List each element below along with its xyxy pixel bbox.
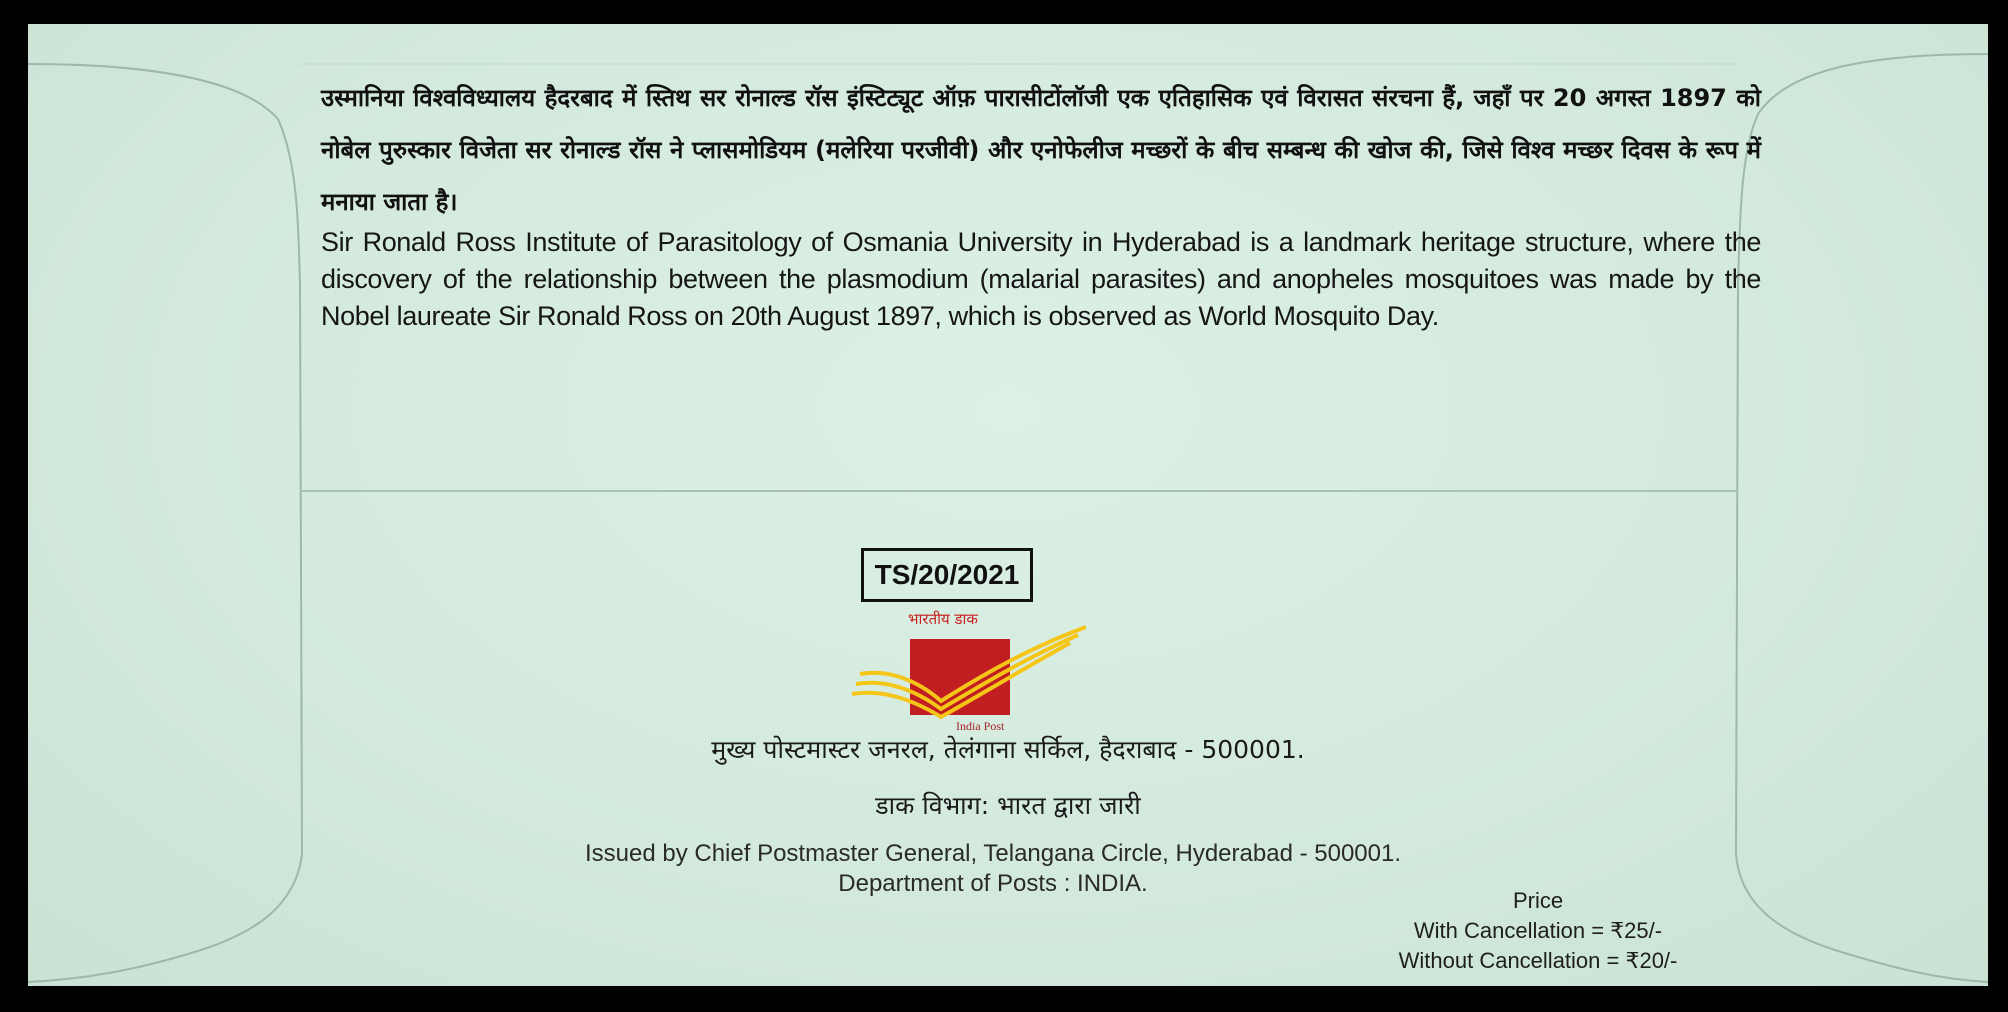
- issuer-hindi: मुख्य पोस्टमास्टर जनरल, तेलंगाना सर्किल, हैदराबाद - 500001.: [711, 735, 1305, 764]
- hindi-description: उस्मानिया विश्वविध्यालय हैदरबाद में स्तिथ सर रोनाल्ड रॉस इंस्टिट्यूट ऑफ़ पारासीटोंलॉजी एक एतिहासिक एवं विरासत संरचना हैं, जहाँ पर 20 अगस्त 1897 को नोबेल पुरुस्कार विजेता सर रोनाल्ड रॉस ने प्लासमोडियम (मलेरिया परजीवी) और एनोफेलीज मच्छरों के बीच सम्बन्ध की खोज की, जिसे विश्व मच्छर दिवस के रूप में मनाया जाता है।: [321, 84, 1761, 216]
- price-block: [1318, 886, 1758, 976]
- price-with-cancellation: With Cancellation = ₹25/-: [1413, 918, 1663, 943]
- english-description: Sir Ronald Ross Institute of Parasitology of Osmania University in Hyderabad is a landmark heritage structure, where the discovery of the relationship between the plasmodium (malarial parasites) and anopheles mosquitoes was made by the Nobel laureate Sir Ronald Ross on 20th August 1897, which is observed as World Mosquito Day.: [321, 227, 1761, 331]
- department-hindi: डाक विभाग: भारत द्वारा जारी: [875, 791, 1141, 820]
- india-post-logo: [846, 609, 1086, 749]
- price-title: Price: [1512, 888, 1564, 913]
- cover-code-box: TS/20/2021: [861, 548, 1033, 602]
- price-without-cancellation: Without Cancellation = ₹20/-: [1398, 948, 1678, 973]
- envelope-back: [28, 24, 1988, 986]
- logo-hindi-text: भारतीय डाक: [908, 610, 978, 628]
- department-english: Department of Posts : INDIA.: [838, 870, 1148, 897]
- issuer-english: Issued by Chief Postmaster General, Telangana Circle, Hyderabad - 500001.: [584, 840, 1401, 867]
- logo-english-text: India Post: [956, 719, 1005, 733]
